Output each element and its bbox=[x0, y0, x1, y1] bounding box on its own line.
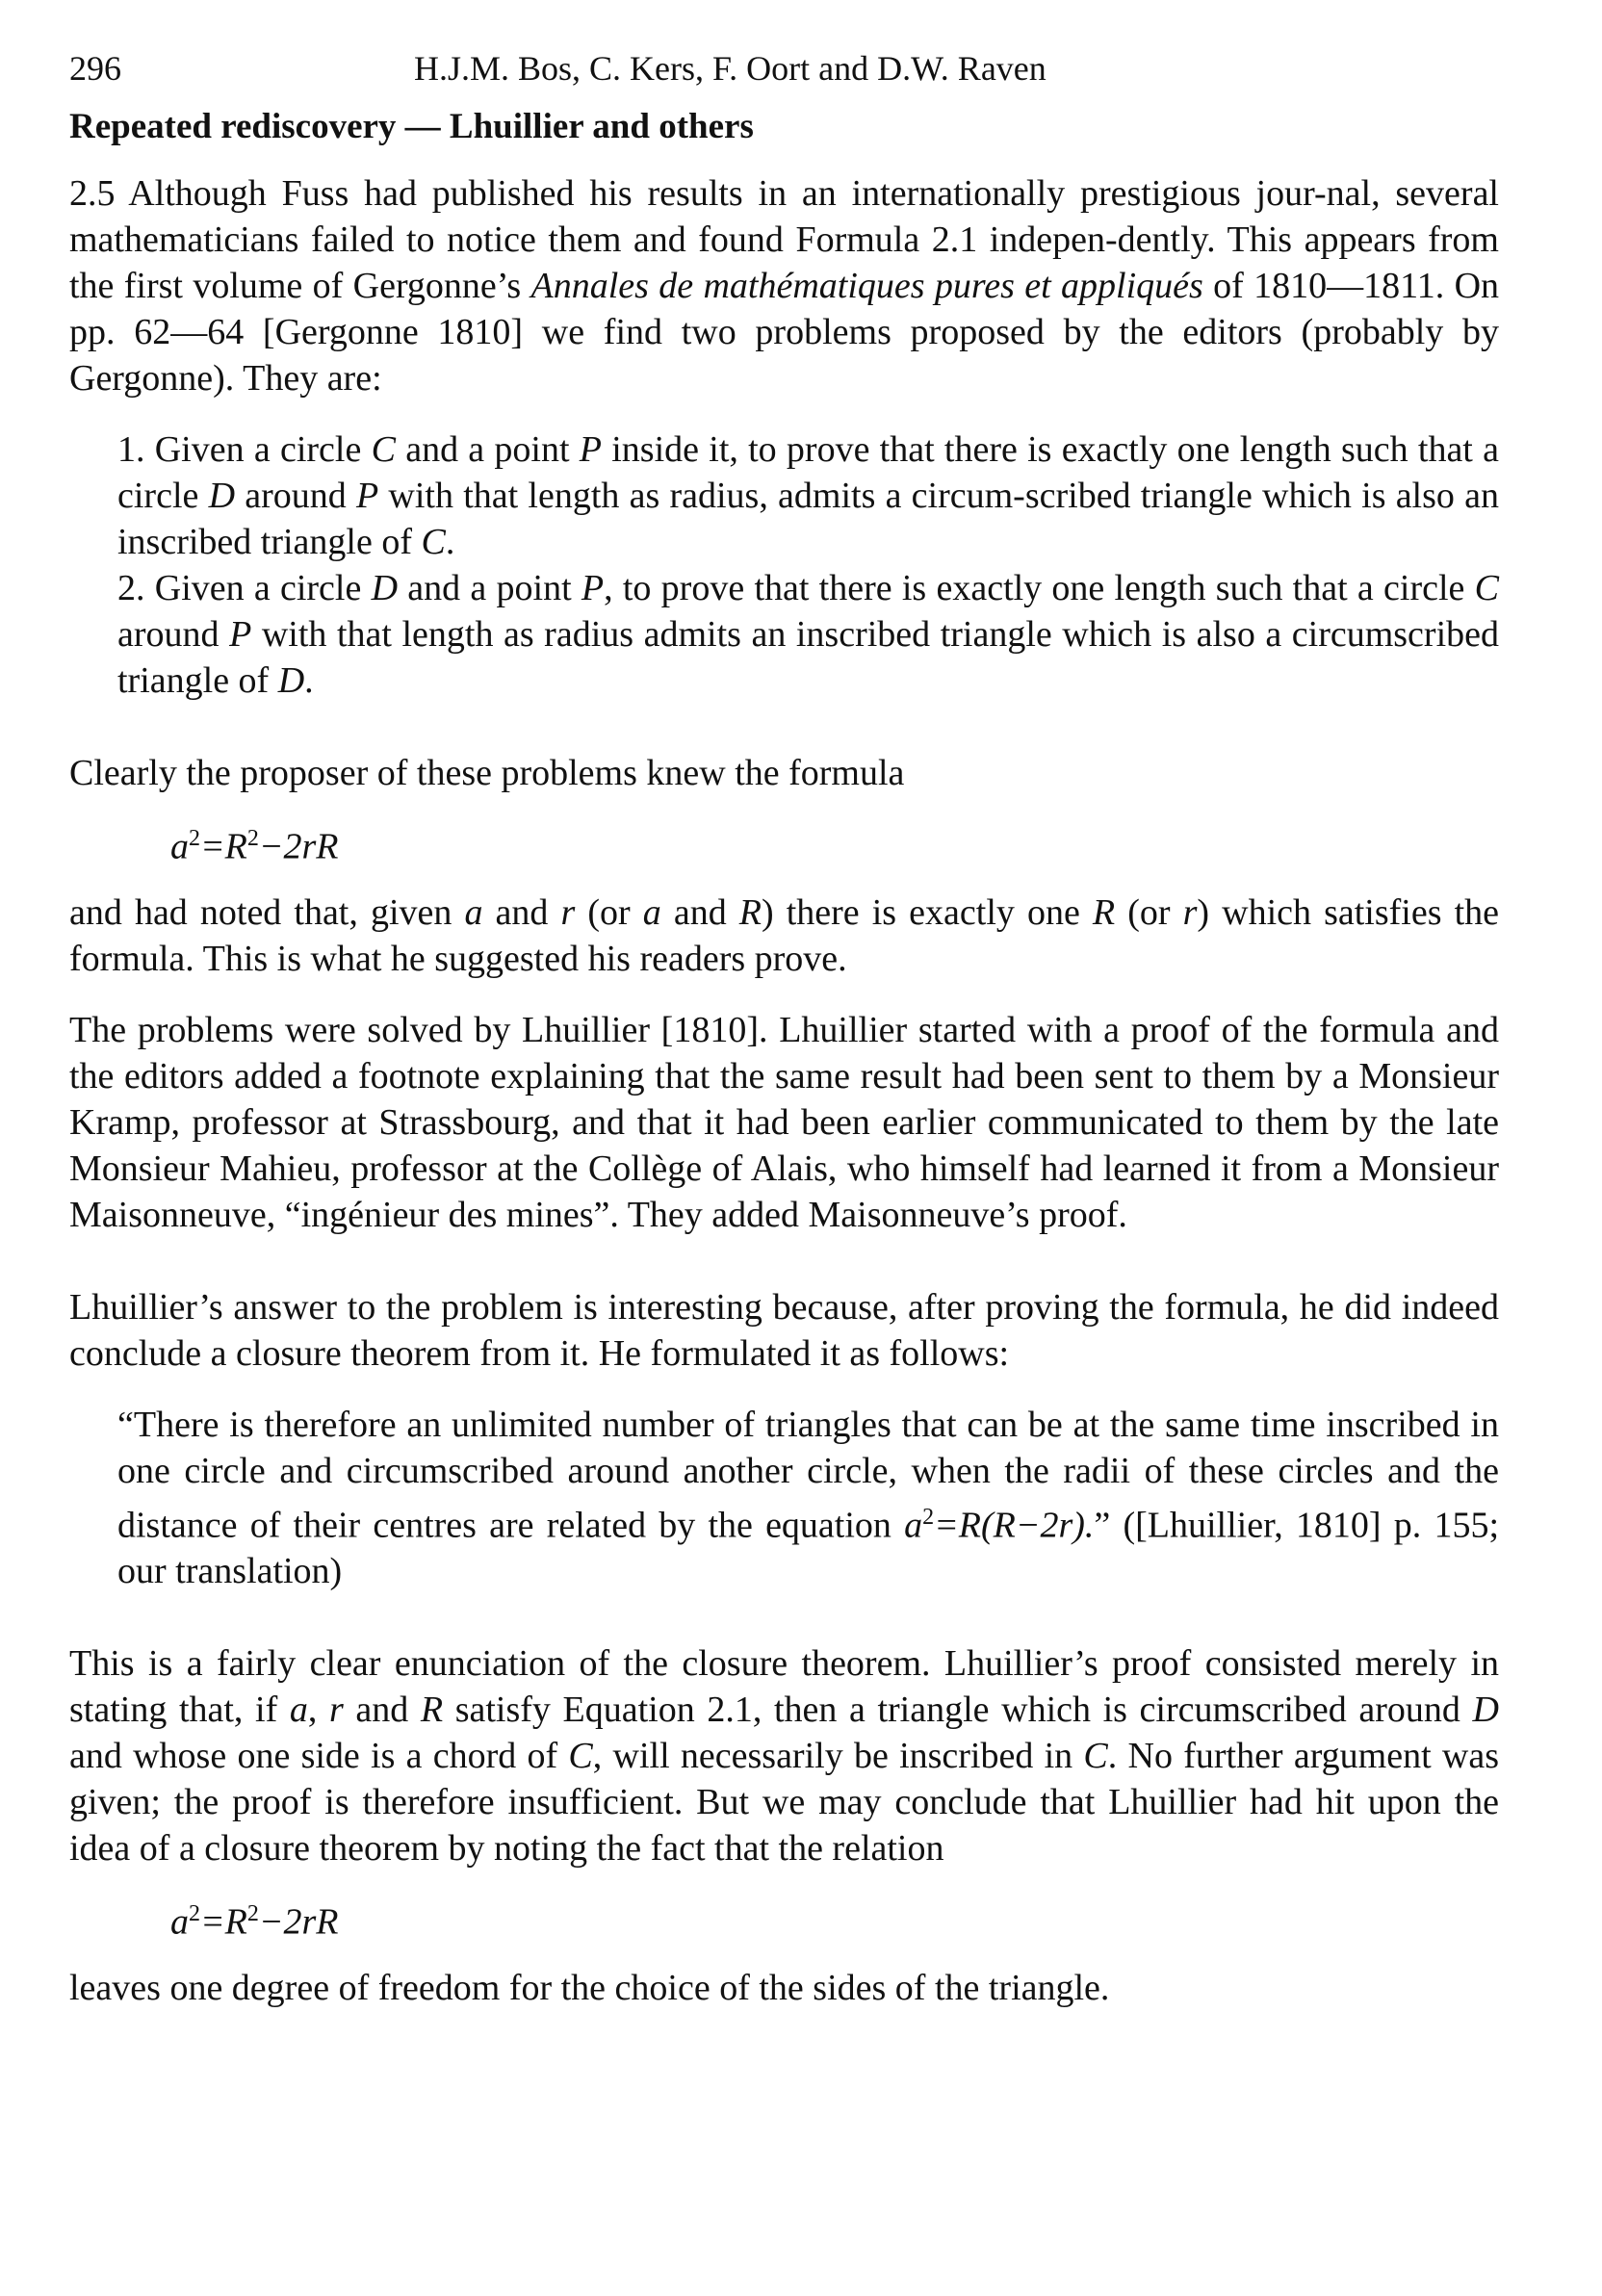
math-var: r bbox=[560, 891, 576, 933]
problem-text: Given a circle bbox=[144, 568, 372, 608]
math-var: C bbox=[568, 1736, 593, 1777]
math-var: P bbox=[581, 568, 605, 608]
problem-text: , to prove that there is exactly one length such that a circle bbox=[604, 568, 1475, 608]
math-var: r bbox=[328, 1690, 344, 1731]
equation-2 bbox=[170, 1891, 1499, 1946]
page bbox=[69, 48, 1499, 2011]
running-header-authors: H.J.M. Bos, C. Kers, F. Oort and D.W. Raven bbox=[414, 49, 1046, 88]
eq-exponent: 2 bbox=[246, 826, 259, 851]
math-var: P bbox=[229, 614, 252, 655]
math-var: D bbox=[208, 476, 236, 516]
eq-lhs: a bbox=[170, 826, 189, 867]
quote-text: “There is therefore an unlimited number of triangles that can be at the same time inscribed in one circle and circumscribed around another circle, when the radii of these circles and the distance of their centres are related by the equation bbox=[117, 1404, 1499, 1546]
problem-text: with that length as radius admits an inscribed triangle which is also a circumscribed triangle of bbox=[117, 614, 1500, 701]
problem-text: . bbox=[304, 660, 314, 701]
paragraph-text: satisfy Equation 2.1, then a triangle which is circumscribed around bbox=[443, 1690, 1473, 1731]
section-heading: Repeated rediscovery — Lhuillier and others bbox=[69, 107, 754, 146]
paragraph-text: and bbox=[343, 1690, 421, 1731]
quote-citation: ” ([Lhuillier, 1810] p. 155; our translation) bbox=[117, 1505, 1499, 1592]
running-header bbox=[69, 48, 1499, 106]
eq-mid: =R bbox=[200, 1901, 247, 1943]
paragraph-number: 2.5 bbox=[69, 173, 116, 214]
equation-1 bbox=[170, 815, 1499, 870]
block-quote bbox=[117, 1402, 1499, 1595]
paragraph-clear bbox=[69, 1640, 1499, 1871]
problem-text: . bbox=[445, 522, 455, 562]
math-var: D bbox=[277, 660, 305, 701]
paragraph-text: (or bbox=[1115, 891, 1183, 933]
eq-exponent: 2 bbox=[922, 1504, 935, 1530]
problem-text: and a point bbox=[398, 568, 581, 608]
math-var: R bbox=[420, 1690, 444, 1731]
page-number: 296 bbox=[69, 49, 121, 88]
eq-lhs: a bbox=[170, 1901, 189, 1943]
paragraph-text: and bbox=[660, 891, 739, 933]
math-var: C bbox=[421, 522, 446, 562]
eq-rhs: −2rR bbox=[258, 1901, 339, 1943]
paragraph-text: ) there is exactly one bbox=[762, 891, 1093, 933]
problem-text: and a point bbox=[395, 429, 580, 470]
paragraph-text: Although Fuss had published his results in an internationally prestigious jour-nal, several mathematicians failed to notice them and found Formula 2.1 indepen-dently. This appears from the first volume of Gergonne’s bbox=[69, 173, 1499, 306]
math-var: r bbox=[1182, 891, 1198, 933]
math-var: C bbox=[371, 429, 396, 470]
eq-exponent: 2 bbox=[246, 1901, 259, 1927]
problem-text: inside it, to prove that there is exactly one length such that a circle bbox=[117, 429, 1499, 516]
eq-exponent: 2 bbox=[189, 826, 200, 851]
problem-text: with that length as radius, admits a circum-scribed triangle which is also an inscribed triangle of bbox=[117, 476, 1499, 562]
math-var: P bbox=[356, 476, 379, 516]
math-var: a bbox=[642, 891, 661, 933]
math-var: D bbox=[371, 568, 399, 608]
paragraph-noted bbox=[69, 890, 1499, 982]
paragraph-text: ) which satisfies the formula. This is what he suggested his readers prove. bbox=[69, 891, 1500, 979]
math-var: a bbox=[904, 1505, 923, 1546]
math-var: R bbox=[738, 891, 762, 933]
problem-number: 2. bbox=[117, 568, 145, 608]
paragraph-leaves: leaves one degree of freedom for the choice of the sides of the triangle. bbox=[69, 1967, 1110, 2008]
eq-rhs: −2rR bbox=[258, 826, 339, 867]
math-var: P bbox=[579, 429, 602, 470]
problem-text: around bbox=[235, 476, 356, 516]
eq-exponent: 2 bbox=[189, 1901, 200, 1927]
problem-1 bbox=[117, 426, 1499, 565]
math-var: R bbox=[1092, 891, 1116, 933]
paragraph-answer: Lhuillier’s answer to the problem is interesting because, after proving the formula, he did indeed conclude a closure theorem from it. He formulated it as follows: bbox=[69, 1286, 1499, 1374]
math-expression: =R(R−2r). bbox=[934, 1505, 1095, 1546]
paragraph-text: . No further argument was given; the proof is therefore insufficient. But we may conclude that Lhuillier had hit upon the idea of a closure theorem by noting the fact that the relation bbox=[69, 1736, 1499, 1870]
math-var: C bbox=[1474, 568, 1499, 608]
paragraph-text: of 1810—1811. On pp. 62—64 [Gergonne 1810] we find two problems proposed by the editors (probably by Gergonne). They are: bbox=[69, 266, 1500, 399]
paragraph-text: This is a fairly clear enunciation of the closure theorem. Lhuillier’s proof consisted merely in stating that, if bbox=[69, 1643, 1499, 1731]
math-var: a bbox=[464, 891, 483, 933]
paragraph-text: and had noted that, given bbox=[69, 891, 465, 933]
problem-2 bbox=[117, 565, 1499, 704]
math-var: C bbox=[1083, 1736, 1108, 1777]
paragraph-text: , will necessarily be inscribed in bbox=[592, 1736, 1084, 1777]
paragraph-text: and bbox=[482, 891, 561, 933]
paragraph-text: (or bbox=[575, 891, 643, 933]
paragraph-clearly: Clearly the proposer of these problems knew the formula bbox=[69, 753, 905, 793]
math-var: a bbox=[289, 1690, 308, 1731]
math-var: D bbox=[1472, 1690, 1499, 1731]
paragraph-text: , bbox=[307, 1690, 329, 1731]
journal-title: Annales de mathématiques pures et appliqués bbox=[530, 266, 1203, 306]
problem-text: around bbox=[117, 614, 230, 655]
problem-text: Given a circle bbox=[144, 429, 372, 470]
paragraph-solved: The problems were solved by Lhuillier [1810]. Lhuillier started with a proof of the formula and the editors added a footnote explaining that the same result had been sent to them by a Monsieur Kramp, professor at Strassbourg, and that it had been earlier communicated to them by the late Monsieur Mahieu, professor at the Collège of Alais, who himself had learned it from a Monsieur Maisonneuve, “ingénieur des mines”. They added Maisonneuve’s proof. bbox=[69, 1009, 1499, 1235]
problem-number: 1. bbox=[117, 429, 145, 470]
paragraph-text: and whose one side is a chord of bbox=[69, 1736, 569, 1777]
paragraph-2-5 bbox=[69, 170, 1499, 401]
eq-mid: =R bbox=[200, 826, 247, 867]
